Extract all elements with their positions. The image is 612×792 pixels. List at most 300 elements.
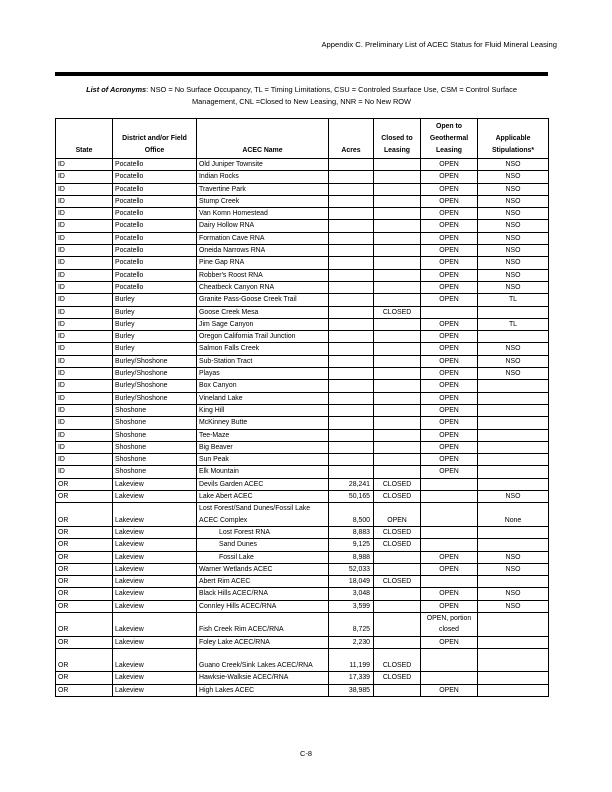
cell-acec-name: Big Beaver bbox=[197, 441, 329, 453]
cell-acec-name: Devils Garden ACEC bbox=[197, 478, 329, 490]
cell-state: OR bbox=[56, 600, 113, 612]
cell-stipulations: NSO bbox=[478, 245, 549, 257]
cell-geothermal: OPEN bbox=[421, 318, 478, 330]
cell-district: Lakeview bbox=[113, 526, 197, 538]
table-row bbox=[56, 563, 549, 575]
cell-stipulations: NSO bbox=[478, 269, 549, 281]
cell-acec-name: Travertine Park bbox=[197, 183, 329, 195]
table-row bbox=[56, 404, 549, 416]
cell-stipulations: TL bbox=[478, 318, 549, 330]
cell-state: ID bbox=[56, 466, 113, 478]
cell-closed bbox=[374, 454, 421, 466]
table-row bbox=[56, 491, 549, 503]
cell-stipulations: NSO bbox=[478, 171, 549, 183]
cell-geothermal: OPEN bbox=[421, 355, 478, 367]
cell-district: Lakeview bbox=[113, 478, 197, 490]
cell-closed bbox=[374, 684, 421, 696]
table-row bbox=[56, 208, 549, 220]
cell-stipulations bbox=[478, 404, 549, 416]
cell-state: OR bbox=[56, 539, 113, 551]
cell-closed bbox=[374, 331, 421, 343]
cell-state: OR bbox=[56, 478, 113, 490]
cell-acec-name: Elk Mountain bbox=[197, 466, 329, 478]
cell-acres: 8,725 bbox=[329, 612, 374, 636]
cell-acec-name: Salmon Falls Creek bbox=[197, 343, 329, 355]
cell-acec-name: Hawksie-Walksie ACEC/RNA bbox=[197, 672, 329, 684]
cell-closed: CLOSED bbox=[374, 648, 421, 672]
cell-acres bbox=[329, 183, 374, 195]
table-row bbox=[56, 636, 549, 648]
cell-state: ID bbox=[56, 355, 113, 367]
cell-acres bbox=[329, 195, 374, 207]
table-row bbox=[56, 466, 549, 478]
cell-geothermal: OPEN bbox=[421, 208, 478, 220]
cell-closed bbox=[374, 257, 421, 269]
cell-acres bbox=[329, 281, 374, 293]
cell-district: Pocatello bbox=[113, 245, 197, 257]
cell-state: OR bbox=[56, 588, 113, 600]
cell-acec-name: Formation Cave RNA bbox=[197, 232, 329, 244]
cell-closed: CLOSED bbox=[374, 526, 421, 538]
cell-stipulations bbox=[478, 636, 549, 648]
cell-state: ID bbox=[56, 380, 113, 392]
cell-geothermal bbox=[421, 503, 478, 527]
cell-acec-name: Cheatbeck Canyon RNA bbox=[197, 281, 329, 293]
cell-geothermal: OPEN bbox=[421, 245, 478, 257]
cell-stipulations bbox=[478, 576, 549, 588]
cell-acres: 18,049 bbox=[329, 576, 374, 588]
cell-state: ID bbox=[56, 318, 113, 330]
cell-geothermal: OPEN bbox=[421, 551, 478, 563]
cell-district: Lakeview bbox=[113, 563, 197, 575]
cell-state: OR bbox=[56, 648, 113, 672]
cell-closed bbox=[374, 368, 421, 380]
cell-stipulations bbox=[478, 684, 549, 696]
cell-geothermal: OPEN bbox=[421, 368, 478, 380]
cell-geothermal: OPEN bbox=[421, 417, 478, 429]
table-row bbox=[56, 318, 549, 330]
cell-closed bbox=[374, 429, 421, 441]
cell-acres bbox=[329, 318, 374, 330]
table-row bbox=[56, 539, 549, 551]
cell-closed bbox=[374, 404, 421, 416]
cell-geothermal: OPEN bbox=[421, 257, 478, 269]
cell-state: ID bbox=[56, 245, 113, 257]
cell-geothermal: OPEN bbox=[421, 441, 478, 453]
col-header-geothermal: Open to Geothermal Leasing bbox=[421, 119, 478, 159]
cell-acres bbox=[329, 343, 374, 355]
cell-closed bbox=[374, 392, 421, 404]
cell-district: Burley/Shoshone bbox=[113, 368, 197, 380]
table-row bbox=[56, 672, 549, 684]
cell-stipulations: NSO bbox=[478, 491, 549, 503]
cell-geothermal: OPEN bbox=[421, 392, 478, 404]
cell-closed bbox=[374, 466, 421, 478]
cell-stipulations: NSO bbox=[478, 208, 549, 220]
cell-district: Burley/Shoshone bbox=[113, 380, 197, 392]
cell-acres: 8,988 bbox=[329, 551, 374, 563]
cell-district: Burley bbox=[113, 294, 197, 306]
cell-geothermal bbox=[421, 576, 478, 588]
cell-state: ID bbox=[56, 441, 113, 453]
table-row bbox=[56, 551, 549, 563]
cell-state: ID bbox=[56, 220, 113, 232]
cell-district: Shoshone bbox=[113, 454, 197, 466]
cell-acec-name: Sub-Station Tract bbox=[197, 355, 329, 367]
cell-stipulations: NSO bbox=[478, 600, 549, 612]
page-number: C-8 bbox=[300, 749, 312, 758]
cell-acec-name: Connley Hills ACEC/RNA bbox=[197, 600, 329, 612]
cell-closed bbox=[374, 195, 421, 207]
cell-state: ID bbox=[56, 306, 113, 318]
col-header-acres: Acres bbox=[329, 119, 374, 159]
cell-acres bbox=[329, 257, 374, 269]
cell-acec-name: Goose Creek Mesa bbox=[197, 306, 329, 318]
cell-acres: 52,033 bbox=[329, 563, 374, 575]
cell-stipulations: NSO bbox=[478, 355, 549, 367]
cell-closed bbox=[374, 281, 421, 293]
cell-closed bbox=[374, 220, 421, 232]
cell-geothermal: OPEN bbox=[421, 600, 478, 612]
table-row bbox=[56, 343, 549, 355]
cell-closed: OPEN bbox=[374, 503, 421, 527]
cell-state: OR bbox=[56, 684, 113, 696]
cell-state: OR bbox=[56, 563, 113, 575]
cell-acec-name: Vineland Lake bbox=[197, 392, 329, 404]
table-row bbox=[56, 281, 549, 293]
table-row bbox=[56, 526, 549, 538]
cell-district: Shoshone bbox=[113, 404, 197, 416]
cell-geothermal bbox=[421, 672, 478, 684]
cell-acec-name: Black Hills ACEC/RNA bbox=[197, 588, 329, 600]
cell-stipulations bbox=[478, 392, 549, 404]
cell-geothermal: OPEN bbox=[421, 466, 478, 478]
cell-closed bbox=[374, 269, 421, 281]
cell-stipulations bbox=[478, 380, 549, 392]
table-row bbox=[56, 612, 549, 636]
col-header-closed: Closed to Leasing bbox=[374, 119, 421, 159]
cell-acec-name: Abert Rim ACEC bbox=[197, 576, 329, 588]
cell-acres: 3,599 bbox=[329, 600, 374, 612]
cell-stipulations bbox=[478, 306, 549, 318]
cell-district: Burley bbox=[113, 331, 197, 343]
table-body bbox=[56, 159, 549, 697]
cell-district: Burley/Shoshone bbox=[113, 355, 197, 367]
cell-stipulations bbox=[478, 331, 549, 343]
cell-acres bbox=[329, 159, 374, 171]
cell-stipulations: NSO bbox=[478, 183, 549, 195]
cell-geothermal bbox=[421, 648, 478, 672]
cell-acec-name: High Lakes ACEC bbox=[197, 684, 329, 696]
cell-acres: 28,241 bbox=[329, 478, 374, 490]
cell-geothermal: OPEN bbox=[421, 281, 478, 293]
cell-closed: CLOSED bbox=[374, 672, 421, 684]
table-row bbox=[56, 331, 549, 343]
cell-acec-name: Sand Dunes bbox=[197, 539, 329, 551]
cell-acres bbox=[329, 368, 374, 380]
cell-stipulations: NSO bbox=[478, 281, 549, 293]
cell-closed bbox=[374, 588, 421, 600]
table-row bbox=[56, 648, 549, 672]
cell-closed bbox=[374, 318, 421, 330]
cell-acec-name: Granite Pass-Goose Creek Trail bbox=[197, 294, 329, 306]
cell-state: ID bbox=[56, 294, 113, 306]
cell-geothermal: OPEN bbox=[421, 380, 478, 392]
cell-state: ID bbox=[56, 454, 113, 466]
cell-stipulations bbox=[478, 478, 549, 490]
cell-state: ID bbox=[56, 257, 113, 269]
cell-acres bbox=[329, 454, 374, 466]
cell-state: ID bbox=[56, 331, 113, 343]
table-row bbox=[56, 576, 549, 588]
cell-state: ID bbox=[56, 281, 113, 293]
table-row bbox=[56, 478, 549, 490]
cell-district: Lakeview bbox=[113, 491, 197, 503]
cell-closed: CLOSED bbox=[374, 491, 421, 503]
table-row bbox=[56, 600, 549, 612]
cell-stipulations bbox=[478, 417, 549, 429]
cell-closed: CLOSED bbox=[374, 306, 421, 318]
table-row bbox=[56, 368, 549, 380]
cell-geothermal bbox=[421, 306, 478, 318]
cell-closed bbox=[374, 636, 421, 648]
table-row bbox=[56, 417, 549, 429]
cell-state: OR bbox=[56, 526, 113, 538]
acronym-label: List of Acronyms bbox=[86, 85, 147, 94]
table-row bbox=[56, 503, 549, 527]
cell-acres bbox=[329, 380, 374, 392]
cell-acec-name: Box Canyon bbox=[197, 380, 329, 392]
cell-state: ID bbox=[56, 171, 113, 183]
cell-closed bbox=[374, 551, 421, 563]
cell-closed bbox=[374, 208, 421, 220]
cell-district: Shoshone bbox=[113, 417, 197, 429]
col-header-district: District and/or Field Office bbox=[113, 119, 197, 159]
cell-stipulations bbox=[478, 526, 549, 538]
cell-state: ID bbox=[56, 159, 113, 171]
cell-district: Pocatello bbox=[113, 208, 197, 220]
cell-geothermal bbox=[421, 526, 478, 538]
cell-geothermal: OPEN bbox=[421, 159, 478, 171]
cell-geothermal: OPEN bbox=[421, 684, 478, 696]
table-row bbox=[56, 171, 549, 183]
acronym-text-1: : NSO = No Surface Occupancy, TL = Timing Limitations, CSU = Controled Ssurface Use, CSM = Control Surface bbox=[146, 85, 517, 94]
cell-acec-name: Oneida Narrows RNA bbox=[197, 245, 329, 257]
cell-geothermal: OPEN bbox=[421, 232, 478, 244]
cell-state: OR bbox=[56, 672, 113, 684]
table-row bbox=[56, 183, 549, 195]
cell-acec-name: Stump Creek bbox=[197, 195, 329, 207]
cell-acres: 2,230 bbox=[329, 636, 374, 648]
cell-geothermal: OPEN bbox=[421, 220, 478, 232]
table-row bbox=[56, 588, 549, 600]
cell-state: ID bbox=[56, 417, 113, 429]
cell-acres bbox=[329, 417, 374, 429]
cell-geothermal: OPEN bbox=[421, 636, 478, 648]
cell-geothermal: OPEN bbox=[421, 429, 478, 441]
cell-acres: 3,048 bbox=[329, 588, 374, 600]
cell-state: OR bbox=[56, 576, 113, 588]
cell-geothermal bbox=[421, 478, 478, 490]
cell-acres bbox=[329, 208, 374, 220]
cell-state: OR bbox=[56, 551, 113, 563]
cell-state: OR bbox=[56, 612, 113, 636]
cell-state: ID bbox=[56, 183, 113, 195]
cell-acec-name: Lost Forest/Sand Dunes/Fossil Lake ACEC Complex bbox=[197, 503, 329, 527]
table-row bbox=[56, 380, 549, 392]
cell-state: ID bbox=[56, 208, 113, 220]
cell-district: Burley bbox=[113, 343, 197, 355]
cell-stipulations: NSO bbox=[478, 232, 549, 244]
cell-acec-name: Robber's Roost RNA bbox=[197, 269, 329, 281]
cell-state: ID bbox=[56, 195, 113, 207]
cell-geothermal bbox=[421, 539, 478, 551]
cell-geothermal: OPEN bbox=[421, 195, 478, 207]
cell-acres: 9,125 bbox=[329, 539, 374, 551]
cell-geothermal: OPEN bbox=[421, 294, 478, 306]
table-row bbox=[56, 441, 549, 453]
acronym-legend bbox=[55, 84, 548, 108]
cell-closed bbox=[374, 600, 421, 612]
table-header-row bbox=[56, 119, 549, 159]
cell-state: ID bbox=[56, 343, 113, 355]
cell-acres bbox=[329, 404, 374, 416]
cell-geothermal: OPEN bbox=[421, 171, 478, 183]
cell-state: ID bbox=[56, 269, 113, 281]
cell-acres bbox=[329, 232, 374, 244]
cell-acec-name: Lost Forest RNA bbox=[197, 526, 329, 538]
cell-state: OR bbox=[56, 491, 113, 503]
table-row bbox=[56, 232, 549, 244]
table-row bbox=[56, 159, 549, 171]
cell-district: Pocatello bbox=[113, 171, 197, 183]
cell-acec-name: Warner Wetlands ACEC bbox=[197, 563, 329, 575]
cell-acec-name: Foley Lake ACEC/RNA bbox=[197, 636, 329, 648]
cell-geothermal: OPEN bbox=[421, 331, 478, 343]
cell-acres bbox=[329, 441, 374, 453]
cell-district: Pocatello bbox=[113, 281, 197, 293]
cell-state: ID bbox=[56, 368, 113, 380]
cell-acres bbox=[329, 269, 374, 281]
cell-stipulations bbox=[478, 466, 549, 478]
cell-acec-name: King Hill bbox=[197, 404, 329, 416]
table-row bbox=[56, 257, 549, 269]
cell-stipulations: TL bbox=[478, 294, 549, 306]
cell-stipulations bbox=[478, 441, 549, 453]
cell-state: ID bbox=[56, 232, 113, 244]
cell-acec-name: Tee-Maze bbox=[197, 429, 329, 441]
cell-geothermal: OPEN bbox=[421, 269, 478, 281]
cell-acres: 38,985 bbox=[329, 684, 374, 696]
cell-state: OR bbox=[56, 636, 113, 648]
cell-stipulations: NSO bbox=[478, 159, 549, 171]
cell-district: Burley bbox=[113, 318, 197, 330]
cell-closed: CLOSED bbox=[374, 539, 421, 551]
cell-stipulations bbox=[478, 672, 549, 684]
cell-closed bbox=[374, 441, 421, 453]
cell-acec-name: Guano Creek/Sink Lakes ACEC/RNA bbox=[197, 648, 329, 672]
cell-acec-name: Lake Abert ACEC bbox=[197, 491, 329, 503]
cell-acres bbox=[329, 294, 374, 306]
acronym-line-1 bbox=[55, 84, 548, 96]
cell-stipulations: NSO bbox=[478, 563, 549, 575]
cell-district: Lakeview bbox=[113, 576, 197, 588]
cell-acres bbox=[329, 429, 374, 441]
cell-acres bbox=[329, 220, 374, 232]
cell-stipulations: NSO bbox=[478, 343, 549, 355]
cell-acec-name: McKinney Butte bbox=[197, 417, 329, 429]
cell-acres: 11,199 bbox=[329, 648, 374, 672]
cell-geothermal: OPEN bbox=[421, 404, 478, 416]
cell-closed bbox=[374, 380, 421, 392]
cell-acres: 8,500 bbox=[329, 503, 374, 527]
cell-district: Shoshone bbox=[113, 441, 197, 453]
cell-geothermal: OPEN, portion closed bbox=[421, 612, 478, 636]
col-header-stipulations: Applicable Stipulations* bbox=[478, 119, 549, 159]
cell-acec-name: Oregon California Trail Junction bbox=[197, 331, 329, 343]
cell-acec-name: Dairy Hollow RNA bbox=[197, 220, 329, 232]
cell-closed: CLOSED bbox=[374, 576, 421, 588]
table-row bbox=[56, 269, 549, 281]
acec-status-table bbox=[55, 118, 549, 697]
cell-stipulations bbox=[478, 539, 549, 551]
cell-closed bbox=[374, 294, 421, 306]
table-row bbox=[56, 306, 549, 318]
cell-stipulations bbox=[478, 429, 549, 441]
cell-district: Lakeview bbox=[113, 636, 197, 648]
cell-acres bbox=[329, 392, 374, 404]
cell-geothermal: OPEN bbox=[421, 183, 478, 195]
cell-stipulations: NSO bbox=[478, 220, 549, 232]
cell-closed bbox=[374, 355, 421, 367]
cell-closed bbox=[374, 417, 421, 429]
cell-district: Lakeview bbox=[113, 588, 197, 600]
cell-district: Pocatello bbox=[113, 159, 197, 171]
table-row bbox=[56, 355, 549, 367]
table-row bbox=[56, 294, 549, 306]
cell-acec-name: Fish Creek Rim ACEC/RNA bbox=[197, 612, 329, 636]
header-rule bbox=[55, 72, 548, 76]
cell-district: Lakeview bbox=[113, 600, 197, 612]
page-header-title: Appendix C. Preliminary List of ACEC Status for Fluid Mineral Leasing bbox=[321, 40, 557, 49]
cell-stipulations bbox=[478, 454, 549, 466]
cell-district: Pocatello bbox=[113, 220, 197, 232]
col-header-state: State bbox=[56, 119, 113, 159]
cell-acres: 8,883 bbox=[329, 526, 374, 538]
table-row bbox=[56, 245, 549, 257]
acronym-line-2: Management, CNL =Closed to New Leasing, NNR = No New ROW bbox=[191, 97, 412, 106]
cell-geothermal: OPEN bbox=[421, 563, 478, 575]
cell-closed: CLOSED bbox=[374, 478, 421, 490]
cell-closed bbox=[374, 343, 421, 355]
table-row bbox=[56, 429, 549, 441]
cell-district: Lakeview bbox=[113, 503, 197, 527]
cell-stipulations bbox=[478, 648, 549, 672]
cell-acec-name: Playas bbox=[197, 368, 329, 380]
table-row bbox=[56, 454, 549, 466]
cell-geothermal bbox=[421, 491, 478, 503]
cell-stipulations: None bbox=[478, 503, 549, 527]
table-row bbox=[56, 220, 549, 232]
cell-geothermal: OPEN bbox=[421, 454, 478, 466]
cell-district: Pocatello bbox=[113, 195, 197, 207]
cell-district: Burley bbox=[113, 306, 197, 318]
cell-state: ID bbox=[56, 429, 113, 441]
cell-district: Pocatello bbox=[113, 232, 197, 244]
cell-acres: 50,165 bbox=[329, 491, 374, 503]
table-row bbox=[56, 684, 549, 696]
col-header-acec-name: ACEC Name bbox=[197, 119, 329, 159]
